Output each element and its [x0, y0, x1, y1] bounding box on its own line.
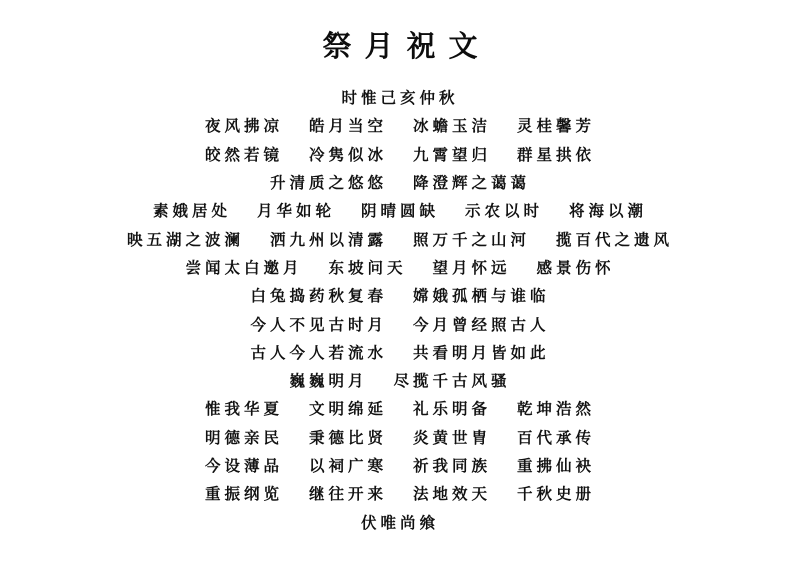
prayer-line — [0, 196, 800, 224]
prayer-line — [0, 479, 800, 507]
prayer-phrase: 洒九州以清露 — [269, 231, 387, 249]
prayer-phrase: 冷隽似冰 — [308, 146, 387, 164]
prayer-phrase: 皓月当空 — [308, 118, 387, 136]
prayer-phrase: 时惟己亥仲秋 — [341, 90, 459, 108]
prayer-lines — [0, 83, 800, 536]
prayer-line — [0, 394, 800, 422]
prayer-phrase: 千秋史册 — [517, 486, 596, 504]
prayer-line — [0, 338, 800, 366]
prayer-phrase: 映五湖之波澜 — [126, 231, 244, 249]
prayer-phrase: 巍巍明月 — [289, 373, 368, 391]
prayer-phrase: 重拂仙袂 — [517, 458, 596, 475]
prayer-phrase: 文明绵延 — [308, 401, 387, 419]
prayer-phrase: 祈我同族 — [413, 458, 492, 475]
prayer-phrase: 冰蟾玉洁 — [413, 118, 492, 136]
prayer-line — [0, 168, 800, 196]
prayer-phrase: 伏唯尚飨 — [360, 514, 439, 532]
prayer-phrase: 皎然若镜 — [204, 146, 283, 164]
prayer-phrase: 群星拱依 — [517, 146, 596, 164]
prayer-phrase: 白兔捣药秋复春 — [250, 288, 387, 306]
prayer-phrase: 继往开来 — [308, 486, 387, 504]
prayer-phrase: 照万千之山河 — [413, 231, 531, 249]
prayer-phrase: 东坡问天 — [328, 259, 407, 277]
prayer-phrase: 今月曾经照古人 — [413, 316, 550, 334]
document-title: 祭月祝文 — [322, 31, 491, 63]
prayer-phrase: 炎黄世胄 — [413, 429, 492, 447]
prayer-line — [0, 111, 800, 139]
prayer-phrase: 重振纲览 — [204, 486, 283, 504]
prayer-phrase: 降澄辉之蔼蔼 — [413, 175, 531, 193]
prayer-phrase: 夜风拂凉 — [204, 118, 283, 136]
prayer-line — [0, 140, 800, 168]
prayer-phrase: 灵桂馨芳 — [517, 118, 596, 136]
prayer-line — [0, 423, 800, 451]
prayer-phrase: 九霄望归 — [413, 146, 492, 164]
prayer-phrase: 秉德比贤 — [308, 429, 387, 447]
prayer-phrase: 素娥居处 — [152, 203, 231, 221]
prayer-phrase: 望月怀远 — [432, 259, 511, 277]
prayer-phrase: 共看明月皆如此 — [413, 344, 550, 362]
prayer-phrase: 嫦娥孤栖与谁临 — [413, 288, 550, 306]
prayer-line — [0, 83, 800, 111]
prayer-phrase: 百代承传 — [517, 429, 596, 447]
prayer-line — [0, 451, 800, 479]
prayer-phrase: 阴晴圆缺 — [360, 203, 439, 221]
prayer-line — [0, 224, 800, 252]
prayer-phrase: 乾坤浩然 — [517, 401, 596, 419]
prayer-phrase: 升清质之悠悠 — [269, 175, 387, 193]
prayer-phrase: 尝闻太白邀月 — [185, 259, 303, 277]
prayer-phrase: 示农以时 — [465, 203, 544, 221]
prayer-phrase: 古人今人若流水 — [250, 344, 387, 362]
prayer-phrase: 礼乐明备 — [413, 401, 492, 419]
prayer-phrase: 明德亲民 — [204, 429, 283, 447]
prayer-line — [0, 309, 800, 337]
prayer-phrase: 惟我华夏 — [204, 401, 283, 419]
prayer-line — [0, 507, 800, 535]
prayer-phrase: 感景伤怀 — [536, 259, 615, 277]
prayer-phrase: 法地效天 — [413, 486, 492, 504]
prayer-line — [0, 366, 800, 394]
prayer-phrase: 尽揽千古风骚 — [393, 373, 511, 391]
prayer-line — [0, 281, 800, 309]
prayer-phrase: 揽百代之遗风 — [556, 231, 674, 249]
prayer-phrase: 今人不见古时月 — [250, 316, 387, 334]
prayer-phrase: 以祠广寒 — [308, 458, 387, 475]
prayer-phrase: 今设薄品 — [204, 458, 283, 475]
prayer-phrase: 将海以潮 — [569, 203, 648, 221]
prayer-phrase: 月华如轮 — [256, 203, 335, 221]
prayer-line — [0, 253, 800, 281]
